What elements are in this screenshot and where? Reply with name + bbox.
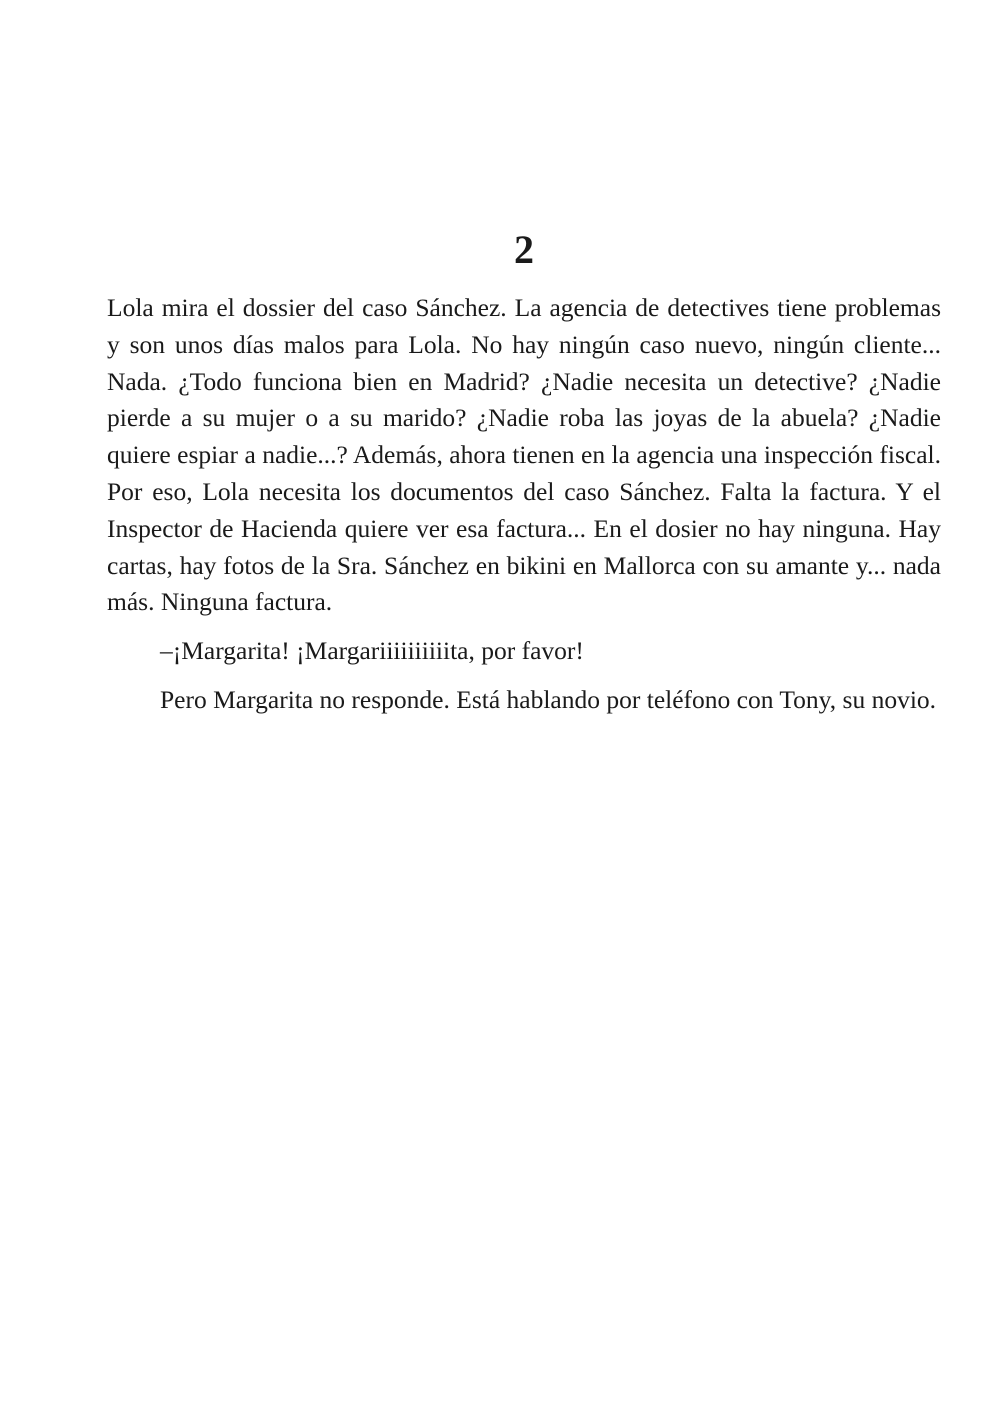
paragraph-1: Lola mira el dossier del caso Sánchez. La agencia de detectives tiene problemas y son unos días malos para Lola. No hay ningún caso nuevo, ningún cliente... Nada. ¿Todo funciona bien en Madrid? ¿Nadie necesita un detective? ¿Nadie pierde a su mujer o a su marido? ¿Nadie roba las joyas de la abuela? ¿Nadie quiere espiar a nadie...? Además, ahora tienen en la agencia una inspección fiscal. Por eso, Lola necesita los documentos del caso Sánchez. Falta la factura. Y el Inspector de Hacienda quiere ver esa factura... En el dosier no hay ninguna. Hay cartas, hay fotos de la Sra. Sánchez en bikini en Mallorca con su amante y... nada más. Ninguna factura. bbox=[107, 293, 941, 617]
document-page bbox=[107, 226, 941, 719]
paragraph-3: Pero Margarita no responde. Está hablando por teléfono con Tony, su novio. bbox=[160, 684, 937, 714]
chapter-number: 2 bbox=[514, 227, 534, 272]
paragraph-2: –¡Margarita! ¡Margariiiiiiiiiita, por favor! bbox=[160, 636, 584, 666]
